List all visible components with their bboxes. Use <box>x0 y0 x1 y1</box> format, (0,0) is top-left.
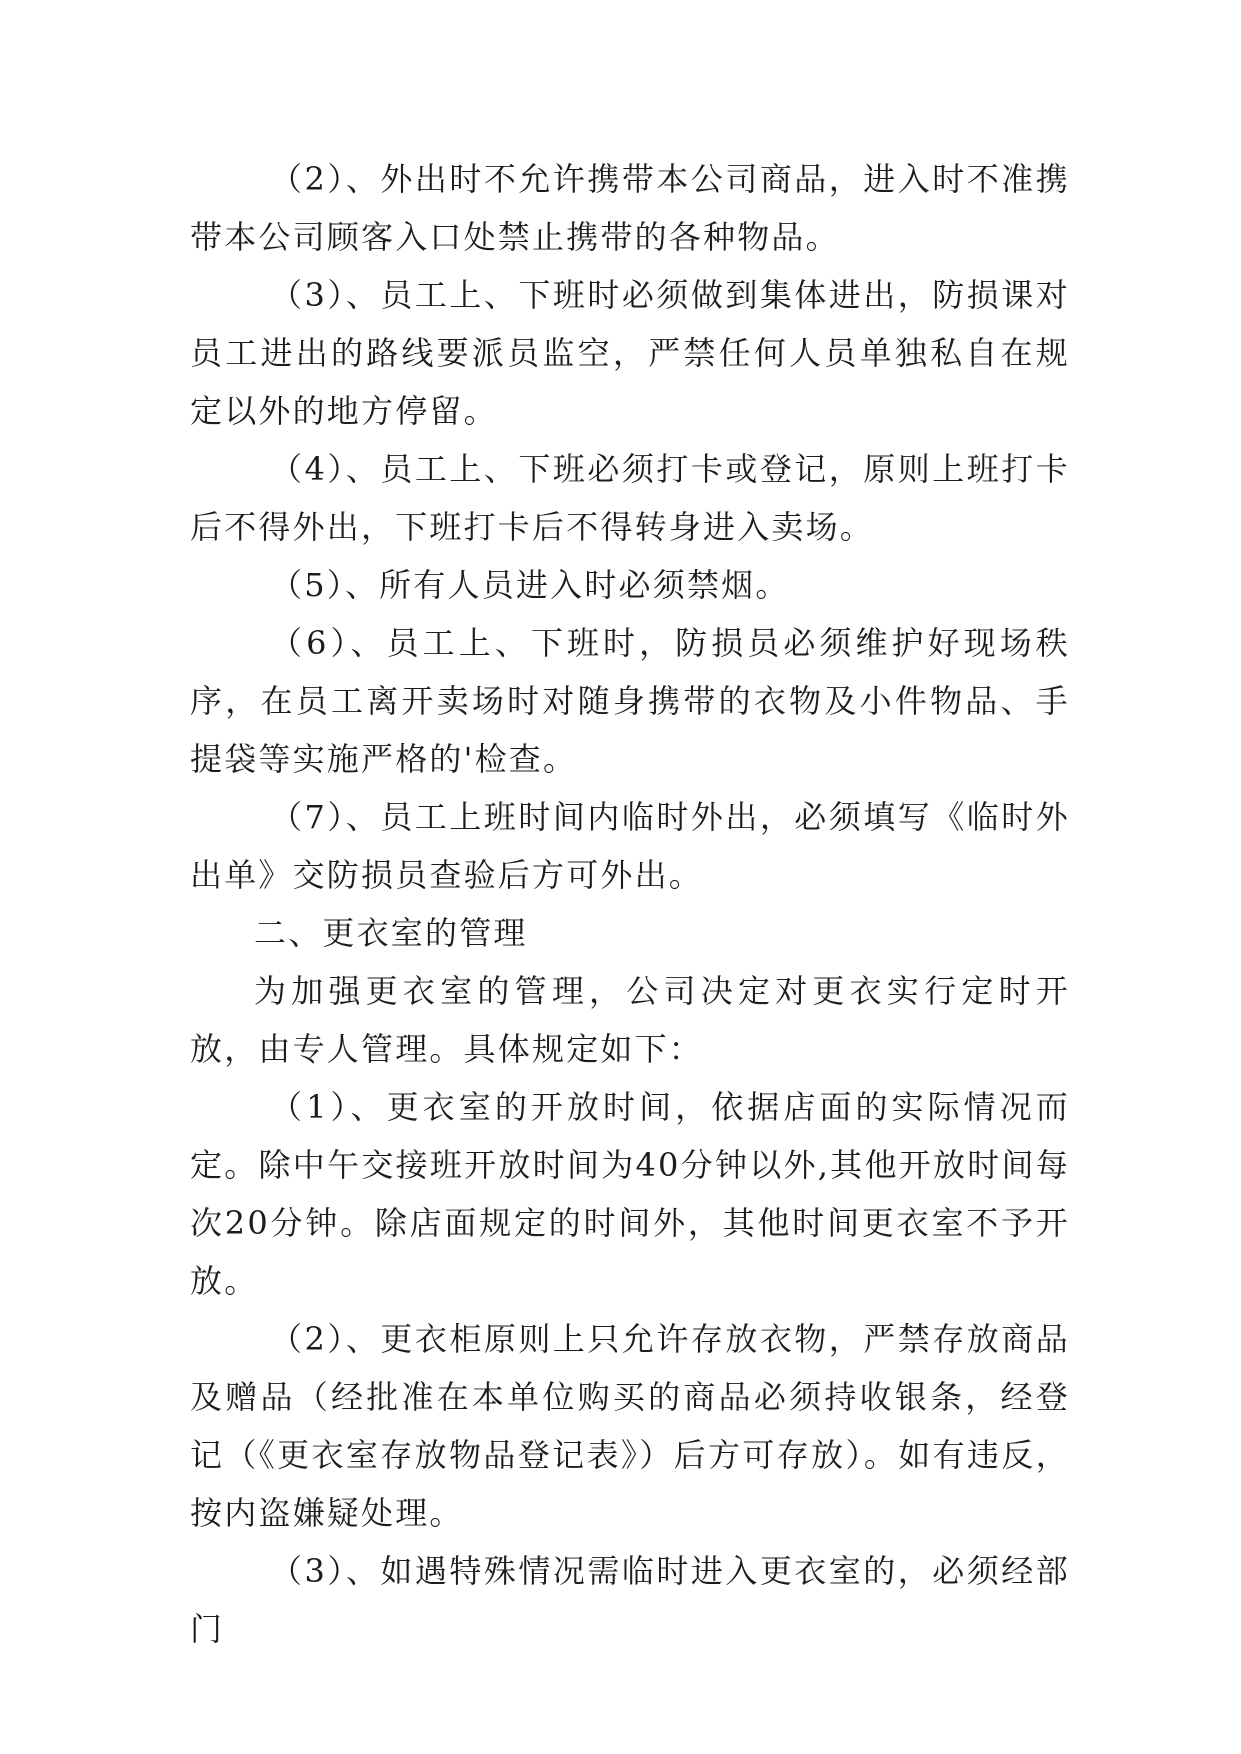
paragraph-item-7: （7）、员工上班时间内临时外出，必须填写《临时外出单》交防损员查验后方可外出。 <box>190 798 1070 894</box>
locker-rule-1: （1）、更衣室的开放时间，依据店面的实际情况而定。除中午交接班开放时间为40分钟以外,其他开放时间每次20分钟。除店面规定的时间外，其他时间更衣室不予开放。 <box>190 1088 1070 1300</box>
section-heading: 二、更衣室的管理 <box>254 914 528 952</box>
paragraph-item-3: （3）、员工上、下班时必须做到集体进出，防损课对员工进出的路线要派员监空，严禁任何人员单独私自在规定以外的地方停留。 <box>190 276 1070 430</box>
paragraph-item-4: （4）、员工上、下班必须打卡或登记，原则上班打卡后不得外出，下班打卡后不得转身进入卖场。 <box>190 450 1070 546</box>
document-body <box>190 150 1070 1658</box>
paragraph-item-2: （2）、外出时不允许携带本公司商品，进入时不准携带本公司顾客入口处禁止携带的各种物品。 <box>190 160 1070 256</box>
locker-rule-3: （3）、如遇特殊情况需临时进入更衣室的，必须经部门 <box>190 1552 1070 1648</box>
paragraph-item-5: （5）、所有人员进入时必须禁烟。 <box>270 566 790 604</box>
locker-rule-2: （2）、更衣柜原则上只允许存放衣物，严禁存放商品及赠品（经批准在本单位购买的商品必须持收银条，经登记（《更衣室存放物品登记表》）后方可存放）。如有违反，按内盗嫌疑处理。 <box>190 1320 1070 1532</box>
section-intro: 为加强更衣室的管理，公司决定对更衣实行定时开放，由专人管理。具体规定如下： <box>190 972 1070 1068</box>
paragraph-item-6: （6）、员工上、下班时，防损员必须维护好现场秩序，在员工离开卖场时对随身携带的衣物及小件物品、手提袋等实施严格的'检查。 <box>190 624 1070 778</box>
